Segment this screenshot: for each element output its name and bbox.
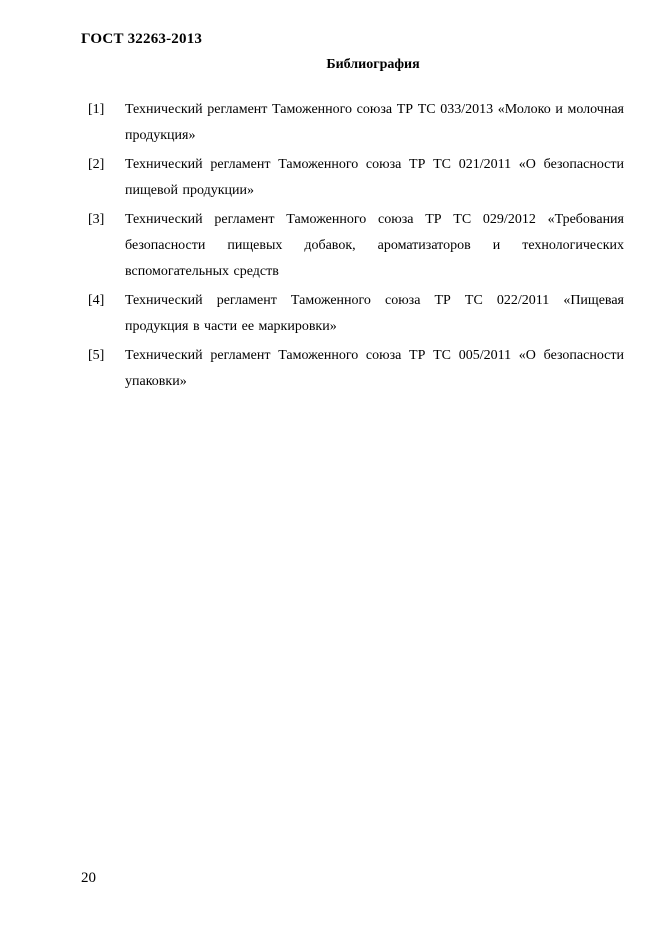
entry-text: Технический регламент Таможенного союза ТР ТС 029/2012 «Требования безопасности пищевых добавок, ароматизаторов и технологических вспомогательных средств	[125, 212, 624, 279]
bibliography-entry	[88, 152, 624, 204]
entry-number: [5]	[88, 348, 105, 363]
section-title: Библиография	[326, 57, 420, 72]
page-number: 20	[81, 870, 96, 886]
entry-text: Технический регламент Таможенного союза ТР ТС 022/2011 «Пищевая продукция в части ее маркировки»	[125, 293, 624, 334]
bibliography-list	[88, 97, 624, 398]
entry-text: Технический регламент Таможенного союза ТР ТС 021/2011 «О безопасности пищевой продукции»	[125, 157, 624, 198]
entry-number: [1]	[88, 102, 105, 117]
bibliography-entry	[88, 207, 624, 285]
document-code: ГОСТ 32263-2013	[81, 31, 203, 47]
bibliography-entry	[88, 288, 624, 340]
bibliography-entry	[88, 343, 624, 395]
bibliography-entry	[88, 97, 624, 149]
entry-number: [3]	[88, 212, 105, 227]
entry-text: Технический регламент Таможенного союза ТР ТС 005/2011 «О безопасности упаковки»	[125, 348, 624, 389]
entry-number: [4]	[88, 293, 105, 308]
entry-text: Технический регламент Таможенного союза ТР ТС 033/2013 «Молоко и молочная продукция»	[125, 102, 624, 143]
entry-number: [2]	[88, 157, 105, 172]
